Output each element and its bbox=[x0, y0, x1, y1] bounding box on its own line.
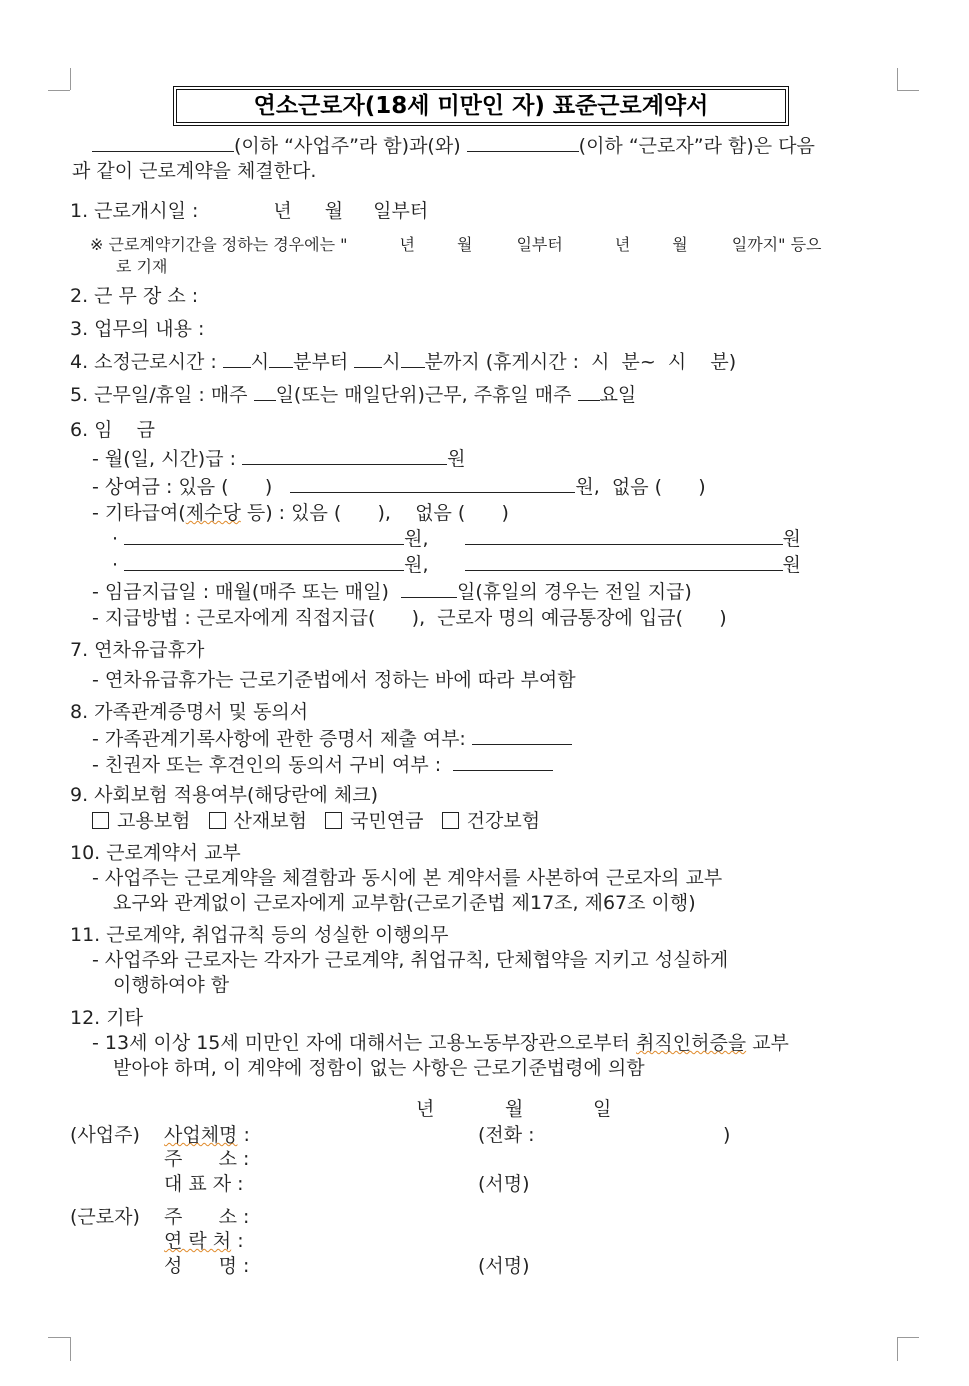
checkbox-employment[interactable] bbox=[92, 810, 190, 832]
label: 사업체명 bbox=[164, 1124, 238, 1146]
label: 취직인허증을 bbox=[636, 1032, 747, 1054]
blank[interactable] bbox=[254, 382, 276, 401]
section-3: 3. 업무의 내용 : bbox=[70, 318, 205, 340]
section-7-text: - 연차유급휴가는 근로기준법에서 정하는 바에 따라 부여함 bbox=[92, 669, 576, 691]
blank[interactable] bbox=[354, 349, 382, 368]
phone-paren: ) bbox=[723, 1124, 731, 1146]
checkbox-icon[interactable] bbox=[209, 812, 226, 829]
label: - 13세 이상 15세 미만인 자에 대해서는 고용노동부장관으로부터 bbox=[92, 1032, 637, 1054]
bullet: · bbox=[112, 554, 119, 576]
pay-method: - 지급방법 : 근로자에게 직접지급( ), 근로자 명의 예금통장에 입금( ) bbox=[92, 607, 727, 629]
note-text: 년 bbox=[399, 235, 415, 254]
note-text: 일부터 bbox=[516, 235, 563, 254]
label: 원 bbox=[782, 554, 801, 576]
section-4 bbox=[70, 349, 736, 374]
representative-field: 대 표 자 : bbox=[164, 1173, 244, 1195]
contact-field bbox=[164, 1229, 244, 1253]
label: 일(휴일의 경우는 전일 지급) bbox=[456, 581, 692, 603]
other-row-1 bbox=[112, 526, 801, 551]
label: 제수당 bbox=[185, 502, 241, 524]
label: - 임금지급일 : 매월(매주 또는 매일) bbox=[92, 581, 389, 603]
date-year: 년 bbox=[416, 1098, 435, 1120]
section-12-text bbox=[92, 1031, 789, 1055]
note-text: 일까지" 등으 bbox=[731, 235, 822, 254]
blank[interactable] bbox=[290, 474, 575, 493]
section-5 bbox=[70, 382, 636, 407]
label: 고용보험 bbox=[117, 810, 191, 832]
employer-address-field: 주 소 : bbox=[164, 1148, 250, 1170]
section-11-text: 이행하여야 함 bbox=[113, 974, 230, 996]
label: 분부터 bbox=[293, 351, 349, 373]
checkbox-icon[interactable] bbox=[325, 812, 342, 829]
blank[interactable] bbox=[223, 349, 251, 368]
checkbox-health[interactable] bbox=[442, 810, 540, 832]
checkbox-icon[interactable] bbox=[92, 812, 109, 829]
document-title: 연소근로자(18세 미만인 자) 표준근로계약서 bbox=[176, 89, 786, 123]
label: 원, 없음 ( ) bbox=[575, 476, 706, 498]
label: 연 락 처 bbox=[164, 1230, 232, 1252]
blank[interactable] bbox=[453, 752, 553, 771]
label: 1. 근로개시일 : bbox=[70, 200, 199, 222]
section-10-text: - 사업주는 근로계약을 체결함과 동시에 본 계약서를 사본하여 근로자의 교부 bbox=[92, 867, 723, 889]
worker-blank[interactable] bbox=[467, 133, 579, 152]
note-text: ※ 근로계약기간을 정하는 경우에는 " bbox=[90, 235, 348, 254]
payday bbox=[92, 579, 692, 604]
label: - 상여금 : 있음 ( ) bbox=[92, 476, 273, 498]
label: 국민연금 bbox=[350, 810, 424, 832]
label: 등) : 있음 ( ), 없음 ( ) bbox=[240, 502, 509, 524]
company-name-field bbox=[164, 1123, 250, 1147]
label: 원 bbox=[447, 448, 466, 470]
worker-address-field: 주 소 : bbox=[164, 1206, 250, 1228]
intro-text: (이하 “근로자”라 함)은 다음 bbox=[578, 135, 815, 157]
label: 월 bbox=[324, 200, 344, 222]
section-11: 11. 근로계약, 취업규칙 등의 성실한 이행의무 bbox=[70, 924, 449, 946]
phone-field: (전화 : bbox=[478, 1124, 535, 1146]
label: 원, bbox=[404, 554, 429, 576]
section-11-text: - 사업주와 근로자는 각자가 근로계약, 취업규칙, 단체협약을 지키고 성실하게 bbox=[92, 949, 729, 971]
label: 시 bbox=[382, 351, 401, 373]
label: - 기타급여( bbox=[92, 502, 186, 524]
label: 시 bbox=[250, 351, 270, 373]
note-text: 년 bbox=[614, 235, 631, 254]
intro-text: (이하 “사업주”라 함)과(와) bbox=[234, 135, 461, 157]
family-cert bbox=[92, 726, 572, 751]
worker-signature: (서명) bbox=[478, 1255, 530, 1277]
section-1-note bbox=[90, 233, 821, 257]
label: - 가족관계기록사항에 관한 증명서 제출 여부: bbox=[92, 728, 466, 750]
blank[interactable] bbox=[242, 446, 447, 465]
worker-name-field: 성 명 : bbox=[164, 1255, 250, 1277]
checkbox-pension[interactable] bbox=[325, 810, 423, 832]
blank[interactable] bbox=[269, 349, 293, 368]
employer-label: (사업주) bbox=[70, 1124, 140, 1146]
note-text: 월 bbox=[456, 235, 473, 254]
insurance-checkboxes bbox=[92, 809, 540, 833]
label: - 친권자 또는 후견인의 동의서 구비 여부 : bbox=[92, 754, 442, 776]
guardian-consent bbox=[92, 752, 553, 777]
label: 5. 근무일/휴일 : 매주 bbox=[70, 384, 248, 406]
wage-bonus bbox=[92, 474, 706, 499]
employer-signature: (서명) bbox=[478, 1173, 530, 1195]
section-12-text: 받아야 하며, 이 계약에 정함이 없는 사항은 근로기준법령에 의함 bbox=[113, 1057, 645, 1079]
label: : bbox=[243, 1124, 250, 1146]
label: - 월(일, 시간)급 : bbox=[92, 448, 237, 470]
section-8: 8. 가족관계증명서 및 동의서 bbox=[70, 701, 309, 723]
blank[interactable] bbox=[124, 526, 404, 545]
section-9: 9. 사회보험 적용여부(해당란에 체크) bbox=[70, 784, 379, 806]
wage-monthly bbox=[92, 446, 465, 471]
section-1 bbox=[70, 199, 428, 223]
checkbox-icon[interactable] bbox=[442, 812, 459, 829]
label: 건강보험 bbox=[466, 810, 541, 832]
label: 일부터 bbox=[373, 200, 429, 222]
other-row-2 bbox=[112, 552, 801, 577]
section-12: 12. 기타 bbox=[70, 1007, 143, 1029]
blank[interactable] bbox=[578, 382, 600, 401]
blank[interactable] bbox=[124, 552, 404, 571]
label: 원 bbox=[782, 528, 801, 550]
label: : bbox=[231, 1230, 244, 1252]
date-day: 일 bbox=[593, 1098, 612, 1120]
employer-blank[interactable] bbox=[92, 133, 234, 152]
section-10: 10. 근로계약서 교부 bbox=[70, 842, 241, 864]
section-6: 6. 임 금 bbox=[70, 419, 156, 441]
section-2: 2. 근 무 장 소 : bbox=[70, 285, 199, 307]
label: 산재보험 bbox=[233, 810, 307, 832]
blank[interactable] bbox=[401, 349, 425, 368]
date-month: 월 bbox=[505, 1098, 524, 1120]
note-text: 월 bbox=[672, 235, 688, 254]
label: 요일 bbox=[599, 384, 637, 406]
label: 4. 소정근로시간 : bbox=[70, 351, 217, 373]
label: 분까지 bbox=[424, 351, 480, 373]
label: 원, bbox=[404, 528, 429, 550]
blank[interactable] bbox=[472, 726, 572, 745]
section-7: 7. 연차유급휴가 bbox=[70, 639, 205, 661]
blank[interactable] bbox=[465, 552, 783, 571]
worker-label: (근로자) bbox=[70, 1206, 140, 1228]
section-10-text: 요구와 관계없이 근로자에게 교부함(근로기준법 제17조, 제67조 이행) bbox=[113, 892, 696, 914]
label: 일(또는 매일단위)근무, 주휴일 매주 bbox=[275, 384, 572, 406]
label: (휴게시간 : 시 분~ 시 분) bbox=[485, 351, 737, 373]
wage-other bbox=[92, 501, 509, 525]
blank[interactable] bbox=[401, 579, 457, 598]
bullet: · bbox=[112, 528, 119, 550]
checkbox-industrial[interactable] bbox=[209, 810, 307, 832]
label: 년 bbox=[273, 200, 292, 222]
section-1-note-cont: 로 기재 bbox=[116, 257, 168, 276]
label: 교부 bbox=[746, 1032, 789, 1054]
blank[interactable] bbox=[465, 526, 783, 545]
intro-line-1 bbox=[92, 133, 815, 158]
intro-line-2: 과 같이 근로계약을 체결한다. bbox=[72, 160, 317, 182]
